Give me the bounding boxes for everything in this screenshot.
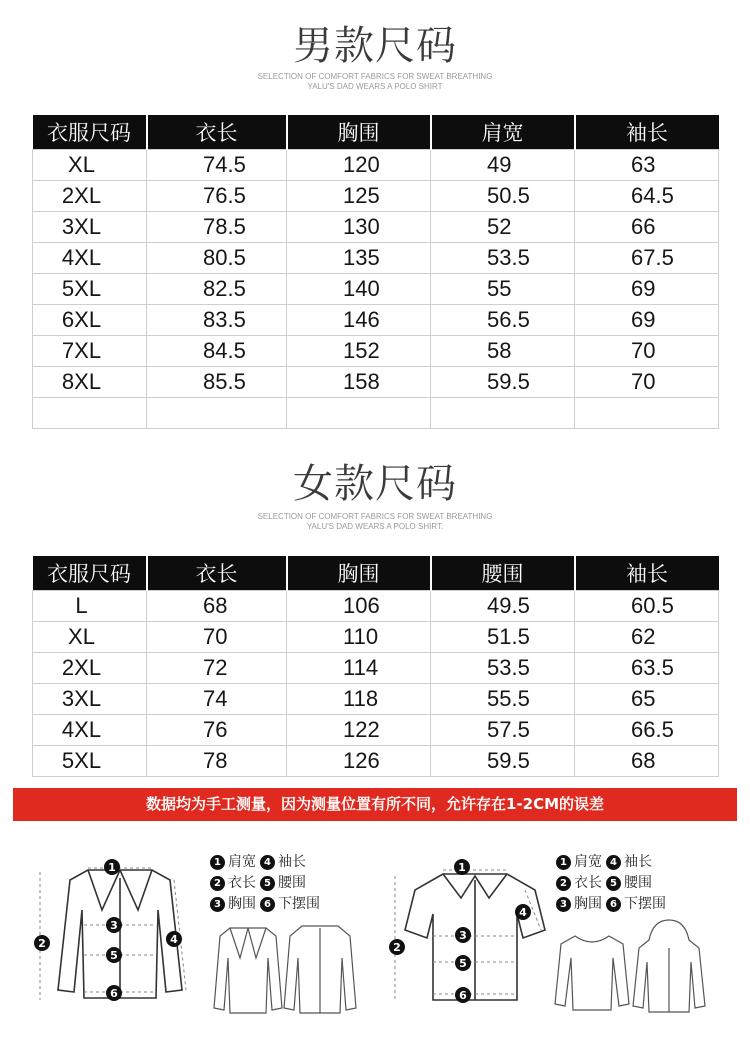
measure-cell: 63 xyxy=(575,150,719,181)
header-size: 衣服尺码 xyxy=(33,556,147,591)
header-size: 衣服尺码 xyxy=(33,115,147,150)
legend-number-badge: 2 xyxy=(556,876,571,891)
legend-row xyxy=(210,873,320,894)
table-row xyxy=(33,715,719,746)
legend-men xyxy=(210,852,320,915)
measure-cell: 59.5 xyxy=(431,367,575,398)
table-header-row xyxy=(33,115,719,150)
marker-number: 3 xyxy=(110,919,118,932)
measure-cell: 57.5 xyxy=(431,715,575,746)
measure-cell xyxy=(147,398,287,429)
measure-cell: 62 xyxy=(575,622,719,653)
table-row xyxy=(33,305,719,336)
measure-cell: 125 xyxy=(287,181,431,212)
men-subtitle-line-2: YALU'S DAD WEARS A POLO SHIRT xyxy=(307,82,443,91)
table-row xyxy=(33,243,719,274)
men-size-table xyxy=(32,115,719,429)
measure-cell: 68 xyxy=(575,746,719,777)
size-cell: 5XL xyxy=(33,274,147,305)
legend-label: 肩宽 xyxy=(228,854,256,870)
legend-label: 胸围 xyxy=(228,896,256,912)
header-shoulder: 肩宽 xyxy=(431,115,575,150)
measure-cell: 66 xyxy=(575,212,719,243)
measure-cell: 68 xyxy=(147,591,287,622)
table-row xyxy=(33,591,719,622)
measure-cell: 66.5 xyxy=(575,715,719,746)
marker-number: 1 xyxy=(458,861,466,874)
measure-cell: 146 xyxy=(287,305,431,336)
measure-cell: 64.5 xyxy=(575,181,719,212)
legend-label: 肩宽 xyxy=(574,854,602,870)
measure-cell: 110 xyxy=(287,622,431,653)
legend-row xyxy=(556,852,666,873)
marker-number: 6 xyxy=(110,987,118,1000)
legend-women xyxy=(556,852,666,915)
jacket-measure-diagram xyxy=(30,850,200,1020)
measure-cell: 69 xyxy=(575,274,719,305)
measure-cell: 72 xyxy=(147,653,287,684)
legend-number-badge: 2 xyxy=(210,876,225,891)
legend-row xyxy=(210,852,320,873)
table-row xyxy=(33,181,719,212)
women-size-table xyxy=(32,556,719,777)
marker-number: 2 xyxy=(38,937,46,950)
measure-cell: 51.5 xyxy=(431,622,575,653)
measure-cell: 158 xyxy=(287,367,431,398)
measure-cell: 56.5 xyxy=(431,305,575,336)
header-chest: 胸围 xyxy=(287,556,431,591)
measure-cell: 70 xyxy=(575,367,719,398)
table-row xyxy=(33,336,719,367)
table-row xyxy=(33,622,719,653)
measure-cell: 59.5 xyxy=(431,746,575,777)
header-length: 衣长 xyxy=(147,556,287,591)
measure-cell: 65 xyxy=(575,684,719,715)
measure-cell: 76 xyxy=(147,715,287,746)
measure-cell: 55.5 xyxy=(431,684,575,715)
legend-label: 下摆围 xyxy=(624,896,666,912)
size-cell: 2XL xyxy=(33,181,147,212)
legend-number-badge: 1 xyxy=(556,855,571,870)
size-cell: 3XL xyxy=(33,212,147,243)
size-cell: 6XL xyxy=(33,305,147,336)
table-row xyxy=(33,746,719,777)
marker-number: 2 xyxy=(393,941,401,954)
measure-cell: 152 xyxy=(287,336,431,367)
clothing-examples-men xyxy=(210,918,370,1018)
size-cell: 4XL xyxy=(33,715,147,746)
measure-cell xyxy=(287,398,431,429)
measure-cell: 53.5 xyxy=(431,243,575,274)
measure-cell: 114 xyxy=(287,653,431,684)
measure-cell: 52 xyxy=(431,212,575,243)
legend-row xyxy=(556,873,666,894)
size-cell: 2XL xyxy=(33,653,147,684)
legend-label: 腰围 xyxy=(278,875,306,891)
size-cell xyxy=(33,398,147,429)
measure-cell: 84.5 xyxy=(147,336,287,367)
legend-label: 袖长 xyxy=(278,854,306,870)
legend-number-badge: 3 xyxy=(556,897,571,912)
measure-cell xyxy=(575,398,719,429)
marker-number: 4 xyxy=(170,933,178,946)
marker-number: 6 xyxy=(459,989,467,1002)
measure-cell: 53.5 xyxy=(431,653,575,684)
table-row xyxy=(33,684,719,715)
table-row xyxy=(33,653,719,684)
women-section-title: 女款尺码 xyxy=(293,461,457,507)
measure-cell: 74 xyxy=(147,684,287,715)
marker-number: 4 xyxy=(519,906,527,919)
marker-number: 1 xyxy=(108,861,116,874)
header-chest: 胸围 xyxy=(287,115,431,150)
legend-label: 下摆围 xyxy=(278,896,320,912)
table-row xyxy=(33,367,719,398)
header-length: 衣长 xyxy=(147,115,287,150)
size-cell: 5XL xyxy=(33,746,147,777)
table-row xyxy=(33,398,719,429)
measurement-notice: 数据均为手工测量，因为测量位置有所不同，允许存在1-2CM的误差 xyxy=(13,788,737,821)
legend-label: 腰围 xyxy=(624,875,652,891)
legend-label: 衣长 xyxy=(574,875,602,891)
legend-label: 袖长 xyxy=(624,854,652,870)
measure-cell: 85.5 xyxy=(147,367,287,398)
measure-cell: 49.5 xyxy=(431,591,575,622)
measure-cell: 135 xyxy=(287,243,431,274)
size-cell: L xyxy=(33,591,147,622)
shirt-measure-diagram xyxy=(385,850,555,1020)
legend-row xyxy=(556,894,666,915)
size-cell: XL xyxy=(33,150,147,181)
measure-cell: 82.5 xyxy=(147,274,287,305)
women-subtitle-line-1: SELECTION OF COMFORT FABRICS FOR SWEAT BREATHING xyxy=(257,512,493,521)
table-header-row xyxy=(33,556,719,591)
legend-number-badge: 3 xyxy=(210,897,225,912)
measure-cell: 78.5 xyxy=(147,212,287,243)
jacket-outline-icon xyxy=(58,870,182,998)
measure-cell: 106 xyxy=(287,591,431,622)
table-row xyxy=(33,274,719,305)
measure-cell: 83.5 xyxy=(147,305,287,336)
header-sleeve: 袖长 xyxy=(575,115,719,150)
measure-cell: 70 xyxy=(575,336,719,367)
legend-number-badge: 5 xyxy=(606,876,621,891)
sweater-and-hoodie-icon xyxy=(553,918,713,1018)
legend-label: 衣长 xyxy=(228,875,256,891)
measure-cell: 76.5 xyxy=(147,181,287,212)
measure-cell: 67.5 xyxy=(575,243,719,274)
measure-cell: 60.5 xyxy=(575,591,719,622)
measure-cell: 122 xyxy=(287,715,431,746)
measure-cell: 126 xyxy=(287,746,431,777)
size-cell: 3XL xyxy=(33,684,147,715)
measure-cell: 49 xyxy=(431,150,575,181)
measure-cell: 118 xyxy=(287,684,431,715)
shirt-outline-icon xyxy=(405,874,545,1000)
header-sleeve: 袖长 xyxy=(575,556,719,591)
size-cell: 4XL xyxy=(33,243,147,274)
legend-label: 胸围 xyxy=(574,896,602,912)
measure-cell: 74.5 xyxy=(147,150,287,181)
measure-cell: 69 xyxy=(575,305,719,336)
measure-cell: 58 xyxy=(431,336,575,367)
measure-cell: 78 xyxy=(147,746,287,777)
women-subtitle-line-2: YALU'S DAD WEARS A POLO SHIRT. xyxy=(306,522,444,531)
measure-cell xyxy=(431,398,575,429)
size-cell: 7XL xyxy=(33,336,147,367)
measure-cell: 50.5 xyxy=(431,181,575,212)
measure-cell: 55 xyxy=(431,274,575,305)
table-row xyxy=(33,150,719,181)
measure-cell: 63.5 xyxy=(575,653,719,684)
men-subtitle-line-1: SELECTION OF COMFORT FABRICS FOR SWEAT BREATHING xyxy=(257,72,493,81)
measure-cell: 140 xyxy=(287,274,431,305)
measure-cell: 130 xyxy=(287,212,431,243)
legend-number-badge: 1 xyxy=(210,855,225,870)
legend-number-badge: 5 xyxy=(260,876,275,891)
legend-number-badge: 6 xyxy=(260,897,275,912)
legend-row xyxy=(210,894,320,915)
header-waist: 腰围 xyxy=(431,556,575,591)
clothing-examples-women xyxy=(553,918,713,1018)
measure-cell: 80.5 xyxy=(147,243,287,274)
marker-number: 5 xyxy=(459,957,467,970)
marker-number: 5 xyxy=(110,949,118,962)
measure-cell: 70 xyxy=(147,622,287,653)
table-row xyxy=(33,212,719,243)
measure-cell: 120 xyxy=(287,150,431,181)
legend-number-badge: 6 xyxy=(606,897,621,912)
blazer-and-jacket-icon xyxy=(210,918,370,1018)
legend-number-badge: 4 xyxy=(260,855,275,870)
size-cell: 8XL xyxy=(33,367,147,398)
legend-number-badge: 4 xyxy=(606,855,621,870)
men-section-title: 男款尺码 xyxy=(293,23,457,69)
marker-number: 3 xyxy=(459,929,467,942)
size-cell: XL xyxy=(33,622,147,653)
